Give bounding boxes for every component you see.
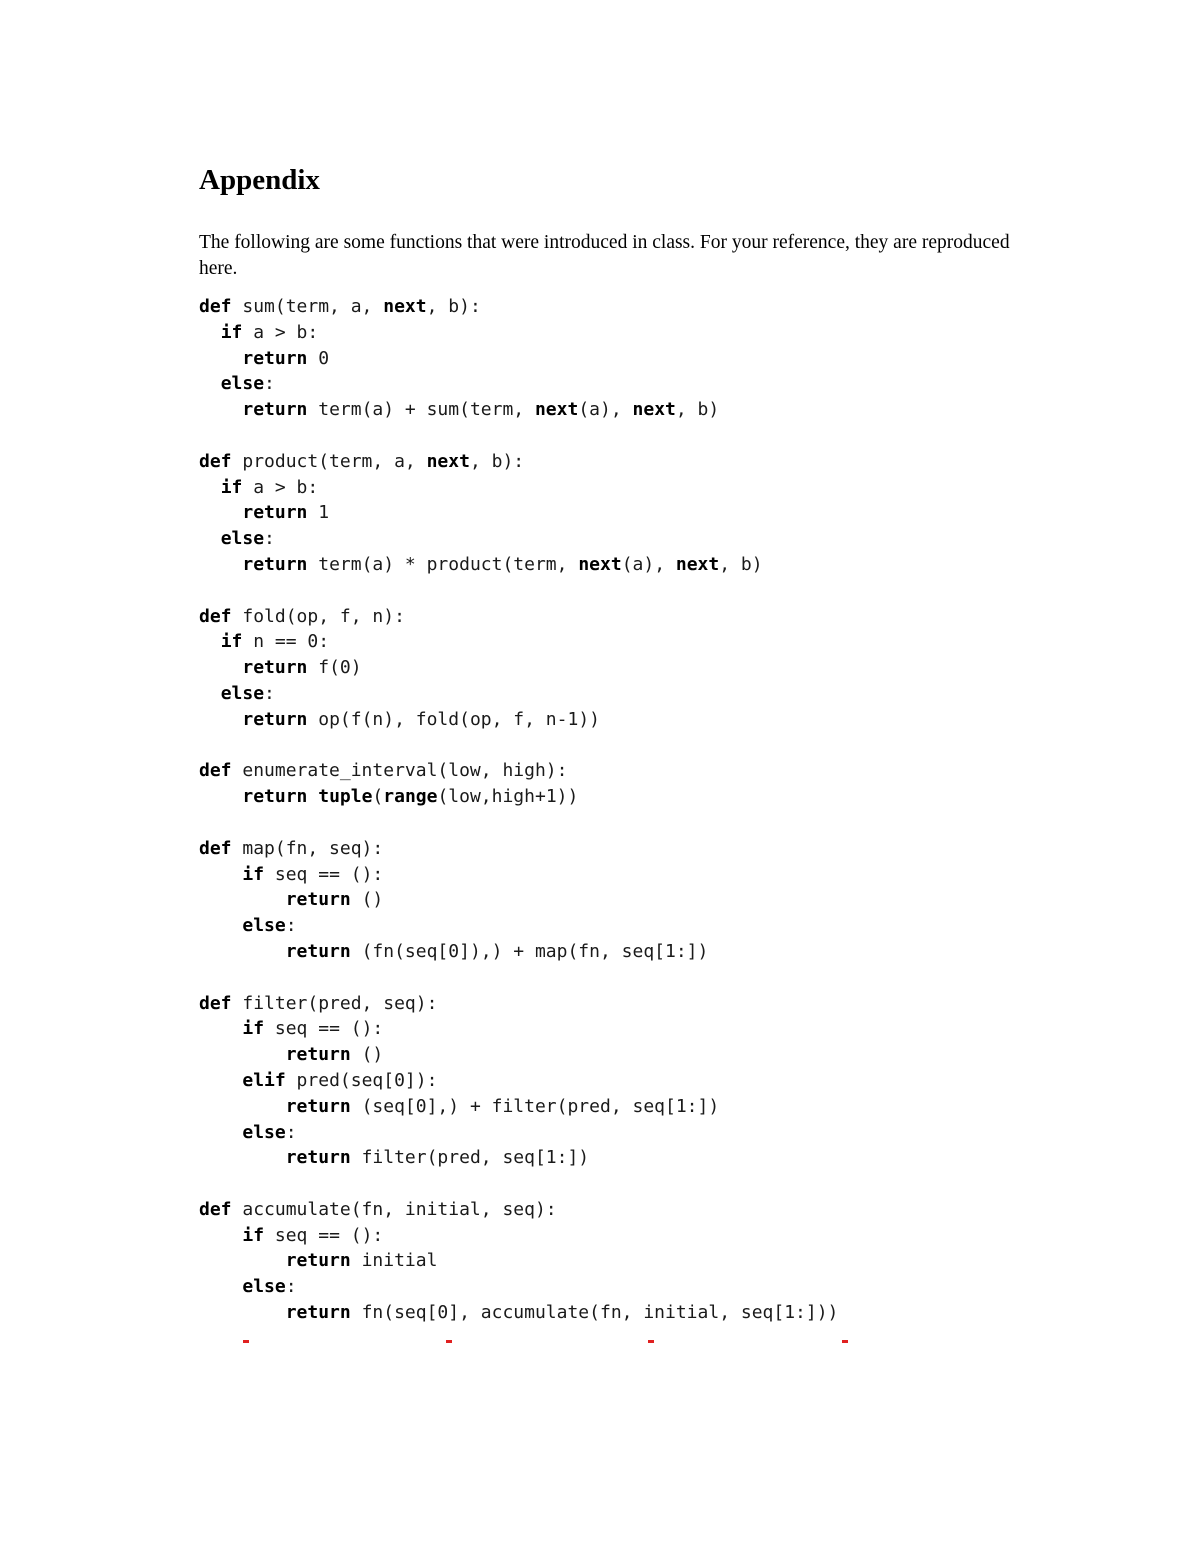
code-text bbox=[199, 1096, 286, 1117]
code-text bbox=[199, 1302, 286, 1323]
code-text bbox=[199, 477, 221, 498]
code-keyword: return bbox=[242, 708, 308, 730]
code-keyword: return bbox=[242, 786, 308, 808]
code-text: filter(pred, seq[1:]) bbox=[350, 1147, 590, 1169]
code-keyword: if bbox=[242, 1018, 265, 1040]
code-keyword: def bbox=[199, 450, 232, 472]
code-keyword: next bbox=[578, 553, 622, 575]
code-line bbox=[199, 965, 838, 991]
code-keyword: next bbox=[675, 553, 720, 575]
code-text bbox=[199, 399, 242, 420]
code-text: term(a) + sum(term, bbox=[307, 399, 535, 421]
code-keyword: return bbox=[285, 1095, 351, 1117]
code-keyword: return bbox=[242, 502, 308, 524]
code-text: f(0) bbox=[307, 657, 362, 679]
code-line bbox=[199, 1274, 838, 1300]
code-line bbox=[199, 1145, 838, 1171]
code-keyword: def bbox=[199, 760, 232, 782]
code-line bbox=[199, 862, 838, 888]
code-line bbox=[199, 1197, 838, 1223]
code-line bbox=[199, 629, 838, 655]
code-keyword: def bbox=[199, 605, 232, 627]
code-keyword: return bbox=[242, 347, 308, 369]
code-line bbox=[199, 475, 838, 501]
code-line bbox=[199, 758, 838, 784]
code-text: : bbox=[264, 528, 275, 550]
code-keyword: return bbox=[285, 889, 351, 911]
code-text bbox=[199, 373, 221, 394]
red-mark bbox=[648, 1340, 654, 1343]
code-line bbox=[199, 913, 838, 939]
code-line bbox=[199, 707, 838, 733]
code-line bbox=[199, 655, 838, 681]
code-text: term(a) * product(term, bbox=[307, 553, 579, 575]
code-line bbox=[199, 449, 838, 475]
code-text bbox=[199, 502, 242, 523]
code-text bbox=[199, 554, 242, 575]
code-text bbox=[199, 1276, 242, 1297]
code-line bbox=[199, 784, 838, 810]
code-line bbox=[199, 1171, 838, 1197]
code-text: op(f(n), fold(op, f, n-1)) bbox=[307, 708, 600, 730]
code-keyword: else bbox=[242, 1276, 286, 1298]
code-keyword: if bbox=[220, 321, 243, 343]
code-text: accumulate(fn, initial, seq): bbox=[231, 1198, 557, 1220]
code-text: : bbox=[264, 373, 275, 395]
code-keyword: tuple bbox=[318, 786, 373, 808]
code-text bbox=[199, 1250, 286, 1271]
code-text bbox=[199, 786, 242, 807]
code-keyword: return bbox=[285, 1044, 351, 1066]
code-text bbox=[199, 709, 242, 730]
intro-paragraph: The following are some functions that were introduced in class. For your reference, they are reproduced here. bbox=[199, 232, 1010, 279]
code-text bbox=[199, 631, 221, 652]
code-keyword: def bbox=[199, 1198, 232, 1220]
code-text: seq == (): bbox=[264, 1224, 384, 1246]
code-line bbox=[199, 578, 838, 604]
code-keyword: next bbox=[383, 296, 427, 317]
code-text bbox=[307, 786, 318, 807]
code-text: () bbox=[350, 889, 384, 911]
code-text: ( bbox=[372, 786, 384, 808]
code-text: : bbox=[264, 682, 275, 704]
code-line bbox=[199, 552, 838, 578]
code-keyword: next bbox=[632, 399, 676, 421]
code-keyword: def bbox=[199, 837, 232, 859]
code-text: enumerate_interval(low, high): bbox=[231, 760, 568, 782]
code-keyword: return bbox=[242, 553, 308, 575]
red-mark bbox=[446, 1340, 452, 1343]
code-keyword: else bbox=[242, 915, 286, 937]
code-text bbox=[199, 864, 242, 885]
code-text: n == 0: bbox=[242, 631, 330, 653]
code-text: filter(pred, seq): bbox=[231, 992, 438, 1014]
code-listing bbox=[199, 294, 838, 1326]
code-keyword: return bbox=[242, 657, 308, 679]
code-line bbox=[199, 1223, 838, 1249]
code-line bbox=[199, 1120, 838, 1146]
red-mark bbox=[842, 1340, 848, 1343]
code-line bbox=[199, 346, 838, 372]
code-keyword: return bbox=[285, 1250, 351, 1272]
code-line bbox=[199, 371, 838, 397]
code-text: map(fn, seq): bbox=[231, 837, 384, 859]
code-text bbox=[199, 1070, 242, 1091]
code-text: (fn(seq[0]),) + map(fn, seq[1:]) bbox=[350, 940, 709, 962]
code-text bbox=[199, 528, 221, 549]
code-text: initial bbox=[350, 1250, 438, 1272]
code-text bbox=[199, 1225, 242, 1246]
code-text bbox=[199, 348, 242, 369]
code-text: 0 bbox=[307, 347, 330, 369]
code-keyword: return bbox=[285, 1147, 351, 1169]
code-keyword: if bbox=[220, 631, 243, 653]
code-text: (seq[0],) + filter(pred, seq[1:]) bbox=[350, 1095, 720, 1117]
code-keyword: if bbox=[220, 476, 243, 498]
code-keyword: elif bbox=[242, 1069, 286, 1091]
red-mark bbox=[243, 1340, 249, 1343]
code-text: fn(seq[0], accumulate(fn, initial, seq[1:])) bbox=[350, 1302, 839, 1324]
code-keyword: if bbox=[242, 863, 265, 885]
code-keyword: next bbox=[534, 399, 579, 421]
code-text: product(term, a, bbox=[231, 450, 427, 472]
code-line bbox=[199, 423, 838, 449]
code-keyword: range bbox=[383, 786, 438, 808]
code-line bbox=[199, 810, 838, 836]
code-text bbox=[199, 1018, 242, 1039]
code-line bbox=[199, 836, 838, 862]
code-line bbox=[199, 887, 838, 913]
code-text: , b) bbox=[719, 553, 763, 575]
code-text: : bbox=[285, 1276, 297, 1298]
code-line bbox=[199, 1016, 838, 1042]
code-text: (a), bbox=[578, 399, 633, 421]
code-keyword: else bbox=[220, 682, 265, 704]
code-line bbox=[199, 294, 838, 320]
code-text: a > b: bbox=[242, 476, 319, 498]
code-text: (low,high+1)) bbox=[437, 786, 579, 808]
code-line bbox=[199, 1068, 838, 1094]
code-line bbox=[199, 1042, 838, 1068]
page-title: Appendix bbox=[199, 164, 320, 196]
code-text bbox=[199, 683, 221, 704]
code-line bbox=[199, 397, 838, 423]
code-text bbox=[199, 1044, 286, 1065]
code-text: 1 bbox=[307, 502, 330, 524]
code-keyword: return bbox=[285, 940, 351, 962]
code-line bbox=[199, 1300, 838, 1326]
code-text bbox=[199, 915, 242, 936]
code-line bbox=[199, 320, 838, 346]
code-text bbox=[199, 657, 242, 678]
code-keyword: return bbox=[242, 399, 308, 421]
code-text: seq == (): bbox=[264, 863, 384, 885]
code-text: () bbox=[350, 1044, 384, 1066]
code-text: a > b: bbox=[242, 321, 319, 343]
code-text: pred(seq[0]): bbox=[285, 1069, 438, 1091]
code-keyword: def bbox=[199, 296, 232, 317]
code-line bbox=[199, 681, 838, 707]
code-keyword: next bbox=[426, 450, 470, 472]
code-keyword: def bbox=[199, 992, 232, 1014]
code-line bbox=[199, 604, 838, 630]
code-text bbox=[199, 322, 221, 343]
red-marks bbox=[0, 1336, 1200, 1348]
code-text: : bbox=[285, 1121, 297, 1143]
code-text: fold(op, f, n): bbox=[231, 605, 405, 627]
code-line bbox=[199, 733, 838, 759]
code-text bbox=[199, 889, 286, 910]
code-line bbox=[199, 526, 838, 552]
code-keyword: return bbox=[285, 1302, 351, 1324]
code-line bbox=[199, 500, 838, 526]
code-keyword: else bbox=[220, 373, 265, 395]
code-line bbox=[199, 1248, 838, 1274]
code-text: seq == (): bbox=[264, 1018, 384, 1040]
code-line bbox=[199, 939, 838, 965]
code-text: , b) bbox=[675, 399, 720, 421]
code-text bbox=[199, 1122, 242, 1143]
code-text: : bbox=[285, 915, 297, 937]
code-text: (a), bbox=[621, 553, 676, 575]
code-text: , b): bbox=[469, 450, 525, 472]
code-text: , b): bbox=[426, 296, 481, 317]
code-keyword: if bbox=[242, 1224, 265, 1246]
code-text bbox=[199, 1147, 286, 1168]
code-line bbox=[199, 1094, 838, 1120]
code-keyword: else bbox=[220, 528, 265, 550]
code-text bbox=[199, 941, 286, 962]
code-line bbox=[199, 991, 838, 1017]
code-text: sum(term, a, bbox=[231, 296, 384, 317]
code-keyword: else bbox=[242, 1121, 286, 1143]
